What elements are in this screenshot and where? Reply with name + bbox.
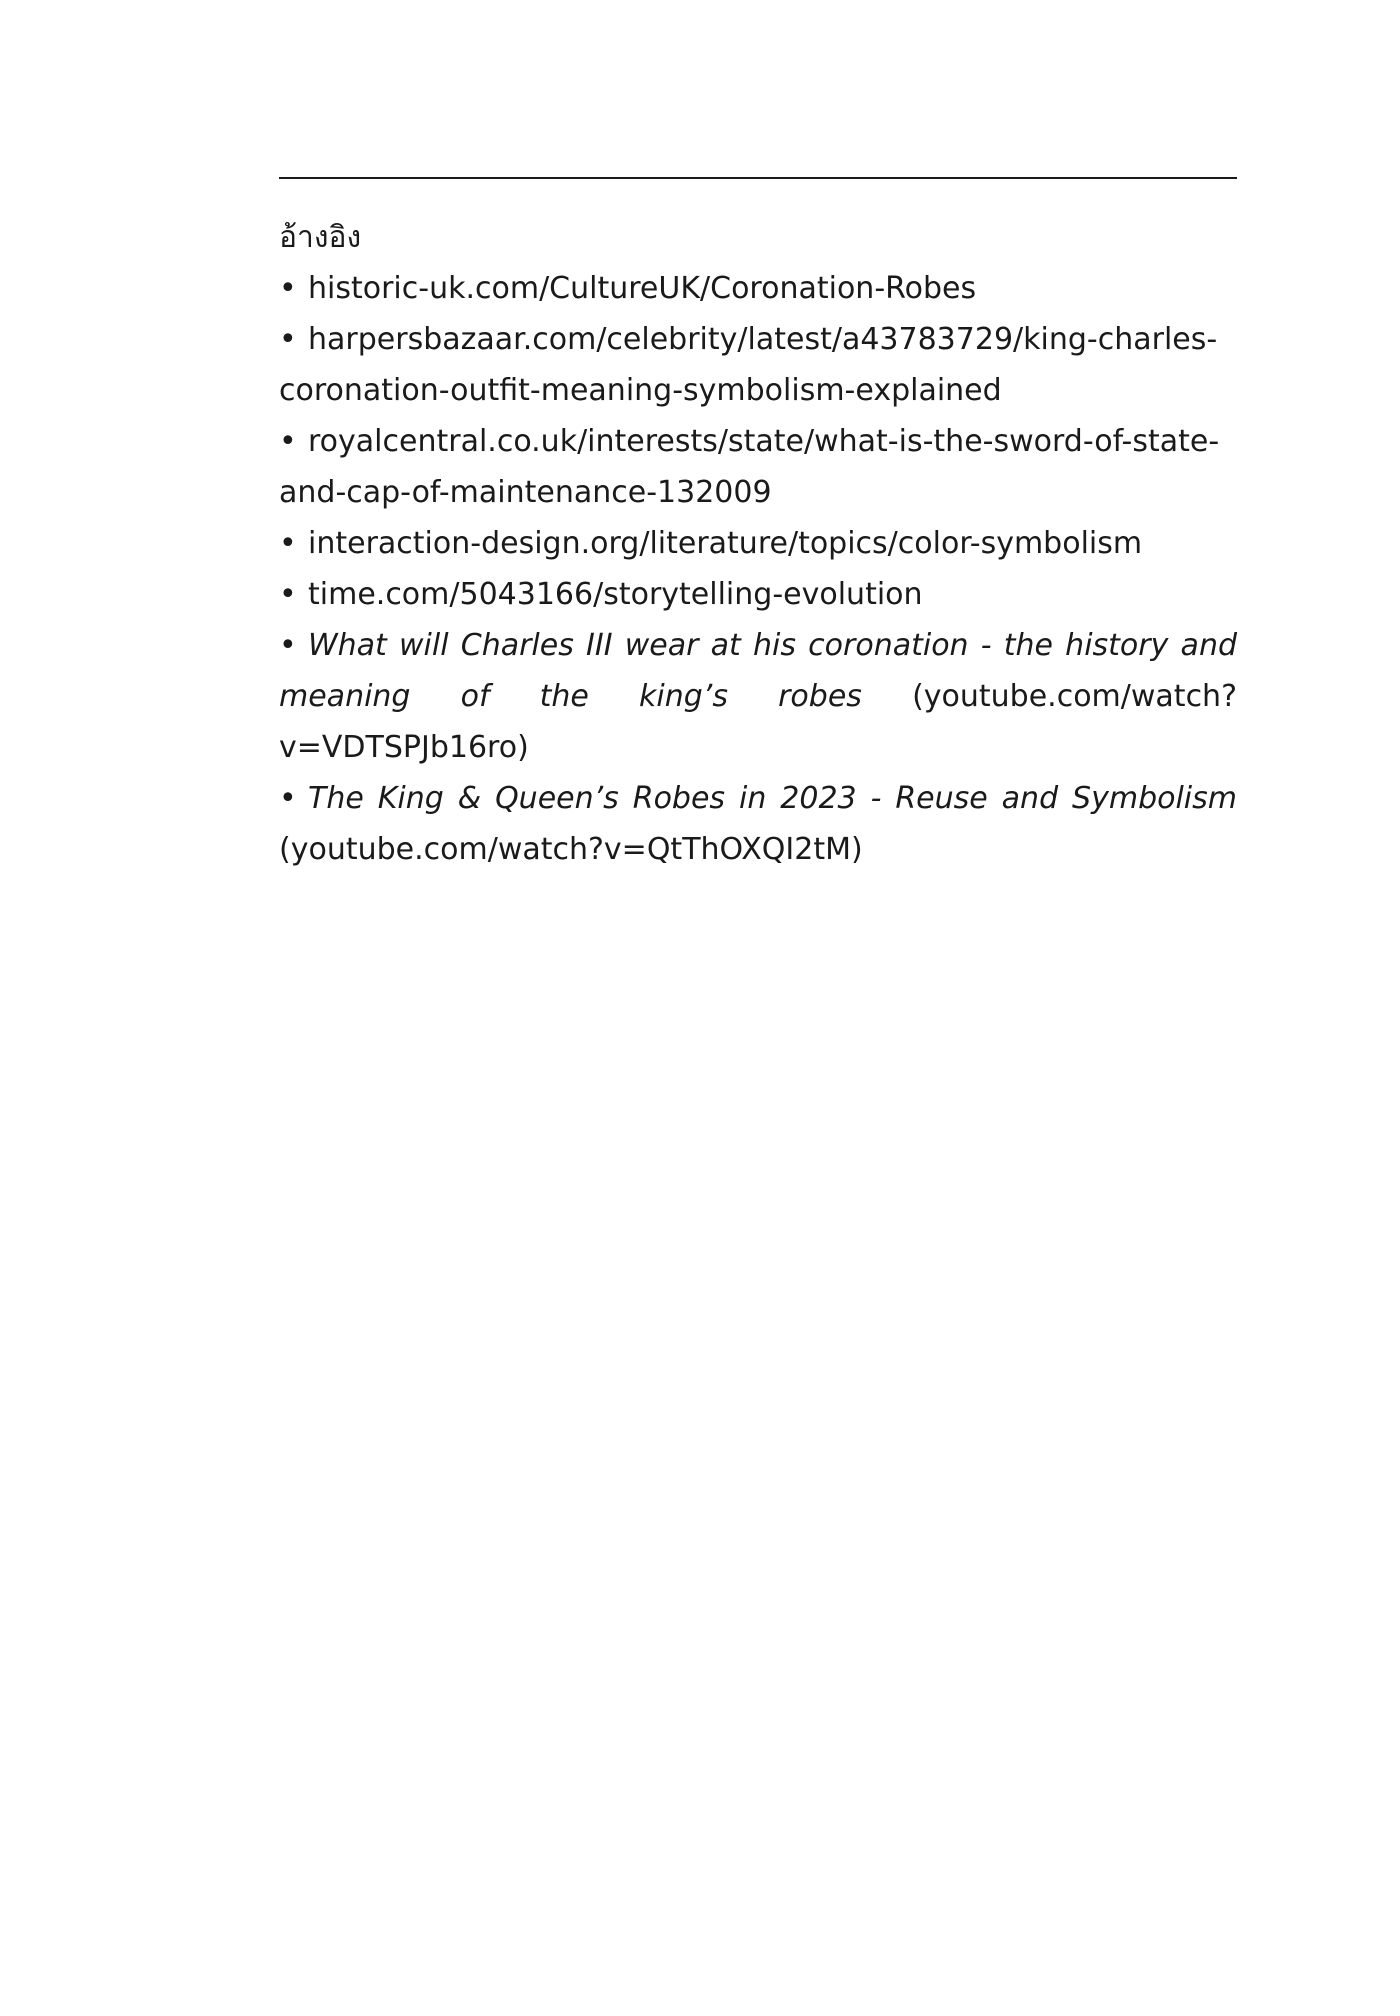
bullet-icon: • <box>279 526 297 561</box>
reference-item <box>279 773 1237 875</box>
reference-link[interactable]: (youtube.com/watch?v=VDTSPJb16ro) <box>279 679 1237 765</box>
bullet-icon: • <box>279 322 297 357</box>
reference-link[interactable]: (youtube.com/watch?v=QtThOXQI2tM) <box>279 832 863 867</box>
reference-link[interactable]: interaction-design.org/literature/topics/color-symbolism <box>308 526 1143 561</box>
reference-link[interactable]: historic-uk.com/CultureUK/Coronation-Robes <box>308 271 977 306</box>
top-divider <box>279 177 1237 179</box>
reference-link[interactable]: harpersbazaar.com/celebrity/latest/a43783729/king-charles-coronation-outfit-meaning-symbolism-explained <box>279 322 1218 408</box>
bullet-icon: • <box>279 424 297 459</box>
reference-title: The King & Queen’s Robes in 2023 - Reuse and Symbolism <box>308 781 1237 816</box>
bullet-icon: • <box>279 628 297 663</box>
reference-title: What will Charles III wear at his coronation - the history and meaning of the king’s robes <box>279 628 1237 714</box>
reference-item <box>279 416 1237 518</box>
reference-link[interactable]: time.com/5043166/storytelling-evolution <box>308 577 923 612</box>
references-section <box>279 212 1237 875</box>
bullet-icon: • <box>279 577 297 612</box>
reference-item <box>279 263 1237 314</box>
reference-item <box>279 314 1237 416</box>
references-heading: อ้างอิง <box>279 220 362 255</box>
reference-link[interactable]: royalcentral.co.uk/interests/state/what-is-the-sword-of-state-and-cap-of-maintenance-132009 <box>279 424 1220 510</box>
bullet-icon: • <box>279 271 297 306</box>
reference-item <box>279 569 1237 620</box>
reference-item <box>279 518 1237 569</box>
bullet-icon: • <box>279 781 297 816</box>
reference-item <box>279 620 1237 773</box>
